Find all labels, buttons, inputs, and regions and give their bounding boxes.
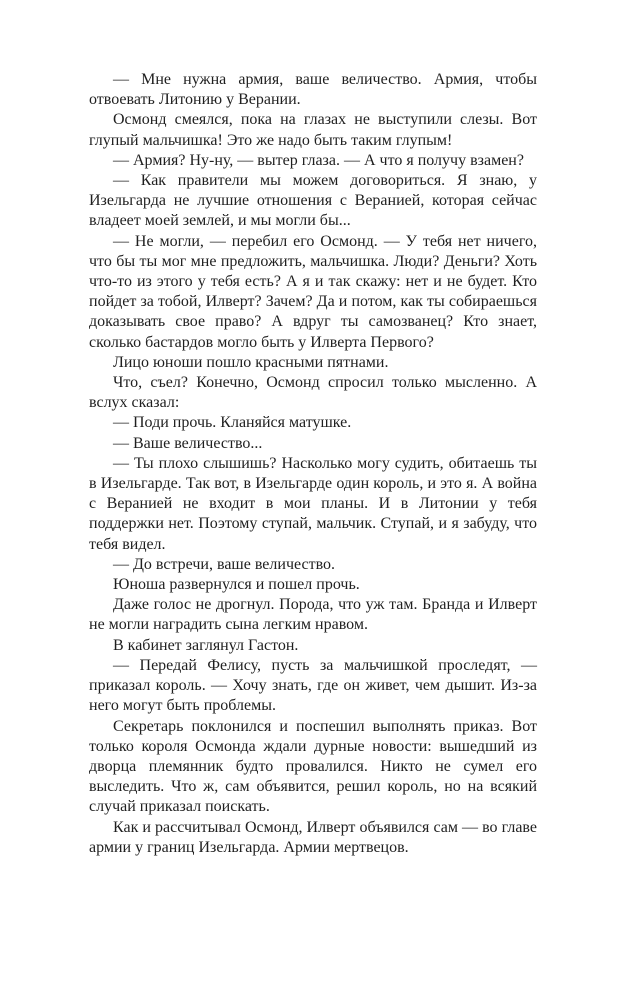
paragraph: Лицо юноши пошло красными пятнами.: [113, 353, 389, 371]
paragraph: Даже голос не дрогнул. Порода, что уж там. Бранда и Илверт не могли наградить сына легким нравом.: [89, 596, 537, 634]
paragraph: — Как правители мы можем договориться. Я знаю, у Изельгарда не лучшие отношения с Веранией, которая сейчас владеет моей землей, и мы могли бы...: [89, 172, 537, 230]
book-page: [89, 70, 537, 858]
paragraph: Юноша развернулся и пошел прочь.: [113, 576, 360, 594]
paragraph: Осмонд смеялся, пока на глазах не выступили слезы. Вот глупый мальчишка! Это же надо быть таким глупым!: [89, 111, 537, 149]
paragraph: В кабинет заглянул Гастон.: [113, 636, 299, 654]
paragraph: — До встречи, ваше величество.: [113, 555, 336, 573]
paragraph: — Ваше величество...: [113, 434, 263, 452]
paragraph: — Не могли, — перебил его Осмонд. — У тебя нет ничего, что бы ты мог мне предложить, мальчишка. Люди? Деньги? Хоть что-то из этого у тебя есть? А я и так скажу: нет и не будет. Кто пойдет за тобой, Илверт? Зачем? Да и потом, как ты собираешься доказывать свое право? А вдруг ты самозванец? Кто знает, сколько бастардов могло быть у Илверта Первого?: [89, 232, 537, 351]
paragraph: — Передай Фелису, пусть за мальчишкой проследят, — приказал король. — Хочу знать, где он живет, чем дышит. Из-за него могут быть проблемы.: [89, 656, 537, 715]
paragraph: — Ты плохо слышишь? Насколько могу судить, обитаешь ты в Изельгарде. Так вот, в Изельгарде один король, и это я. А война с Веранией не входит в мои планы. И в Литонии у тебя поддержки нет. Поэтому ступай, мальчик. Ступай, и я забуду, что тебя видел.: [89, 454, 537, 553]
paragraph: — Армия? Ну-ну, — вытер глаза. — А что я получу взамен?: [113, 151, 524, 169]
paragraph: Как и рассчитывал Осмонд, Илверт объявился сам — во главе армии у границ Изельгарда. Армии мертвецов.: [89, 818, 537, 856]
paragraph: Секретарь поклонился и поспешил выполнять приказ. Вот только короля Осмонда ждали дурные новости: вышедший из дворца племянник будто провалился. Никто не сумел его выследить. Что ж, сам объявится, решил король, но на всякий случай приказал поискать.: [89, 717, 537, 816]
paragraph: Что, съел? Конечно, Осмонд спросил только мысленно. А вслух сказал:: [89, 374, 537, 412]
paragraph: — Поди прочь. Кланяйся матушке.: [113, 414, 352, 432]
paragraph: — Мне нужна армия, ваше величество. Армия, чтобы отвоевать Литонию у Верании.: [89, 71, 537, 109]
